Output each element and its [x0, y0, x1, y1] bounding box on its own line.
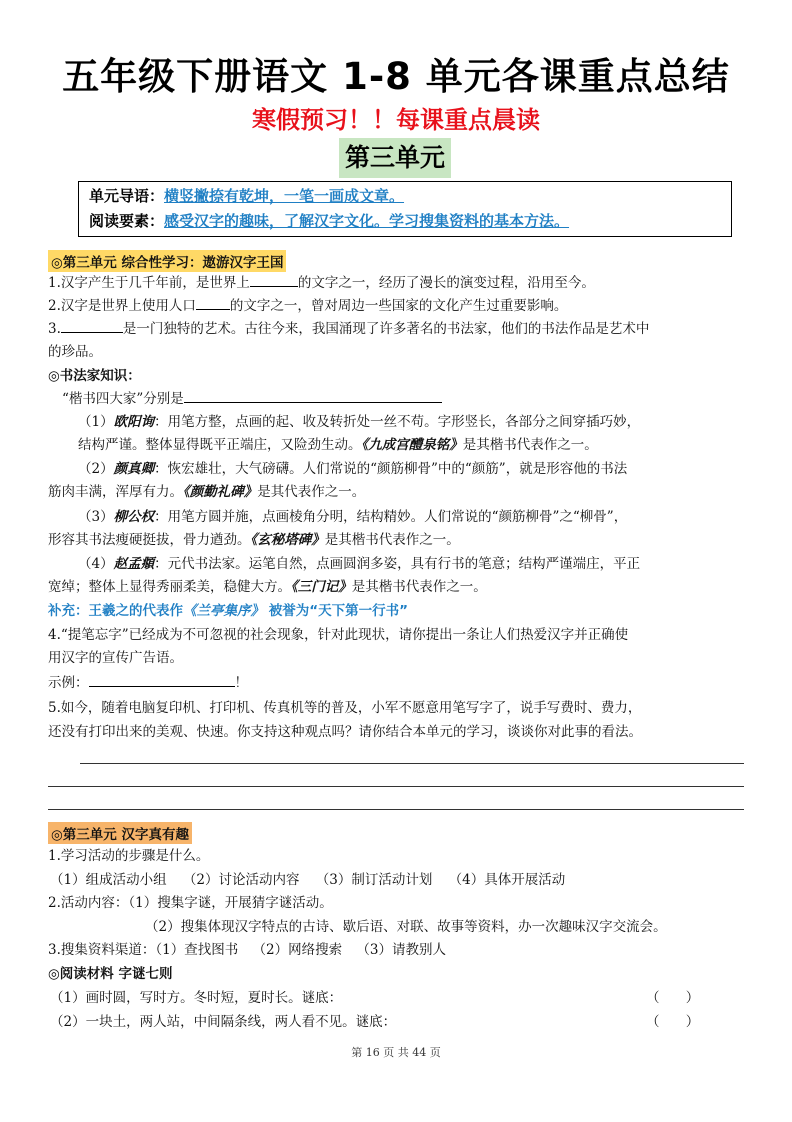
activity-content-2: （2）搜集体现汉字特点的古诗、歇后语、对联、故事等资料，办一次趣味汉字交流会。 [145, 919, 667, 935]
calligrapher-description: 形容其书法瘦硬挺拔，骨力遒劲。 [48, 532, 251, 548]
question-1-text-b: 的文字之一，经历了漫长的演变过程，沿用至今。 [297, 275, 595, 291]
activity-content-1: 2.活动内容：（1）搜集字谜，开展猜字谜活动。 [48, 895, 333, 911]
example-label: 示例： [48, 675, 89, 691]
answer-blank [184, 388, 442, 403]
supplement-text-b: 被誉为“天下第一行书” [264, 603, 408, 619]
representative-work: 《三门记》 [291, 579, 352, 595]
calligrapher-description: ：恢宏雄壮，大气磅礴。人们常说的“颜筋柳骨”中的“颜筋”，就是形容他的书法 [154, 461, 628, 477]
calligrapher-name: 欧阳询 [113, 414, 155, 430]
question-2 [48, 295, 748, 317]
section-heading-comprehensive-study: ◎第三单元 综合性学习：遨游汉字王国 [48, 250, 286, 272]
answer-line-3 [48, 809, 744, 810]
calligrapher-description: 是其代表作之一。 [257, 484, 366, 500]
four-masters-text: “楷书四大家”分别是 [62, 391, 184, 407]
unit-guide-box [78, 181, 732, 237]
item-number: （2） [78, 461, 114, 477]
calligraphy-heading: ◎书法家知识： [48, 368, 141, 384]
item-number: （4） [78, 556, 114, 572]
question-5-line-1: 5.如今，随着电脑复印机、打印机、传真机等的普及，小军不愿意用笔写字了，说手写费时、费力， [48, 700, 642, 716]
calligrapher-name: 颜真卿 [113, 461, 155, 477]
calligrapher-description: ：用笔方圆并施，点画棱角分明，结构精妙。人们常说的“颜筋柳骨”之“柳骨”， [154, 509, 628, 525]
answer-blank [196, 295, 230, 310]
example-line [48, 672, 748, 694]
question-3-text: 是一门独特的艺术。古往今来，我国涌现了许多著名的书法家，他们的书法作品是艺术中 [122, 321, 650, 337]
question-3-number: 3. [48, 321, 61, 337]
question-1-text-a: 1.汉字产生于几千年前，是世界上 [48, 275, 250, 291]
question-1 [48, 272, 748, 294]
answer-blank [250, 272, 298, 287]
question-2-text-b: 的文字之一，曾对周边一些国家的文化产生过重要影响。 [229, 298, 568, 314]
example-end: ！ [234, 675, 248, 691]
activity-steps-question: 1.学习活动的步骤是什么。 [48, 848, 210, 864]
calligrapher-description: 结构严谨。整体显得既平正端庄，又险劲生动。 [78, 437, 362, 453]
page-title: 五年级下册语文 1-8 单元各课重点总结 [62, 55, 730, 98]
reading-element-text: 感受汉字的趣味，了解汉字文化。学习搜集资料的基本方法。 [164, 212, 570, 230]
calligrapher-description: 筋肉丰满，浑厚有力。 [48, 484, 183, 500]
activity-steps-list: （1）组成活动小组 （2）讨论活动内容 （3）制订活动计划 （4）具体开展活动 [50, 872, 566, 888]
calligrapher-description: 是其楷书代表作之一。 [462, 437, 598, 453]
calligrapher-name: 柳公权 [113, 509, 155, 525]
representative-work: 《玄秘塔碑》 [250, 532, 325, 548]
reading-element-line [89, 209, 721, 234]
question-4-line-1: 4.“提笔忘字”已经成为不可忽视的社会现象，针对此现状，请你提出一条让人们热爱汉字并正确使 [48, 627, 629, 643]
zhao-mengfu-line-2 [48, 576, 748, 598]
riddle-1: （1）画时圆，写时方。冬时短，夏时长。谜底： [50, 990, 343, 1006]
supplement-note [48, 600, 748, 622]
ouyang-xun-line-1 [78, 411, 778, 433]
zhao-mengfu-line-1 [78, 553, 778, 575]
page-subtitle: 寒假预习！！每课重点晨读 [252, 106, 540, 134]
item-number: （1） [78, 414, 114, 430]
supplement-text-a: 补充：王羲之的代表作 [48, 603, 183, 619]
calligrapher-description: ：用笔方整，点画的起、收及转折处一丝不苟。字形竖长，各部分之间穿插巧妙， [154, 414, 641, 430]
answer-line-2 [48, 786, 744, 787]
ouyang-xun-line-2 [78, 434, 778, 456]
item-number: （3） [78, 509, 114, 525]
question-4-line-2: 用汉字的宣传广告语。 [48, 650, 183, 666]
calligrapher-description: ：元代书法家。运笔自然，点画圆润多姿，具有行书的笔意；结构严谨端庄，平正 [154, 556, 641, 572]
question-2-text-a: 2.汉字是世界上使用人口 [48, 298, 196, 314]
reading-element-label: 阅读要素： [89, 212, 165, 230]
four-masters-line [62, 388, 762, 410]
yan-zhenqing-line-2 [48, 481, 748, 503]
calligrapher-name: 赵孟頫 [113, 556, 155, 572]
yan-zhenqing-line-1 [78, 458, 778, 480]
unit-intro-label: 单元导语： [89, 187, 165, 205]
question-3-continued: 的珍品。 [48, 344, 102, 360]
collection-channels: 3.搜集资料渠道：（1）查找图书 （2）网络搜索 （3）请教别人 [48, 942, 446, 958]
answer-line-1 [80, 763, 744, 764]
unit-title: 第三单元 [339, 138, 451, 178]
answer-blank [61, 318, 123, 333]
representative-work: 《九成宫醴泉铭》 [361, 437, 463, 453]
riddle-2: （2）一块土，两人站，中间隔条线，两人看不见。谜底： [50, 1014, 397, 1030]
answer-blank [89, 672, 235, 687]
calligrapher-description: 宽绰；整体上显得秀丽柔美，稳健大方。 [48, 579, 291, 595]
representative-work: 《兰亭集序》 [183, 603, 264, 619]
page-number-footer: 第 16 页 共 44 页 [351, 1046, 441, 1059]
calligrapher-description: 是其楷书代表作之一。 [324, 532, 460, 548]
representative-work: 《颜勤礼碑》 [183, 484, 258, 500]
section-heading-fun-chinese-characters: ◎第三单元 汉字真有趣 [48, 822, 192, 844]
liu-gongquan-line-1 [78, 506, 778, 528]
unit-intro-text: 横竖撇捺有乾坤，一笔一画成文章。 [164, 187, 405, 205]
question-5-line-2: 还没有打印出来的美观、快速。你支持这种观点吗？请你结合本单元的学习，谈谈你对此事的看法。 [48, 724, 642, 740]
riddle-1-answer: （ ） [646, 990, 700, 1006]
liu-gongquan-line-2 [48, 529, 748, 551]
riddle-2-answer: （ ） [646, 1014, 700, 1030]
question-3 [48, 318, 748, 340]
calligrapher-description: 是其楷书代表作之一。 [351, 579, 487, 595]
unit-intro-line [89, 184, 721, 209]
riddle-heading: ◎阅读材料 字谜七则 [48, 966, 173, 982]
